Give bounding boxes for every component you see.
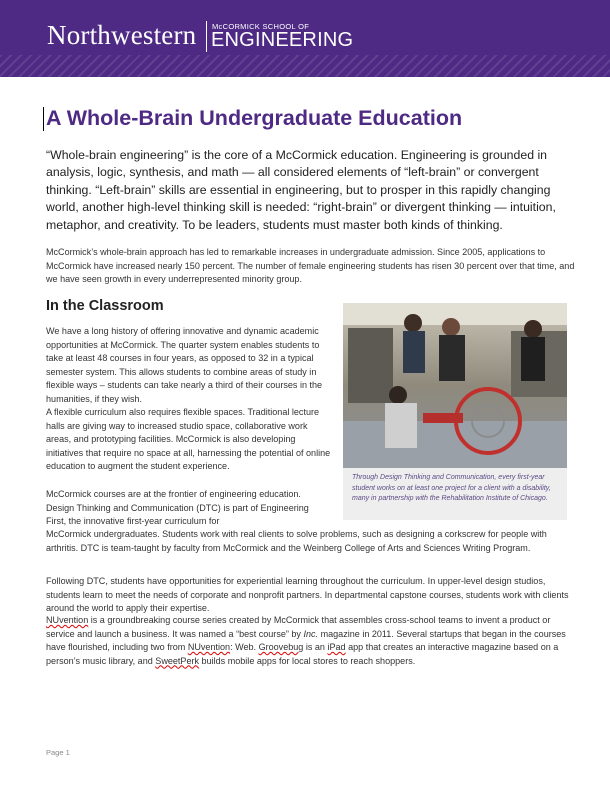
engineering-label: ENGINEERING <box>211 29 354 51</box>
classroom-paragraph-3: McCormick courses are at the frontier of engineering education. Design Thinking and Communication (DTC) is part of Engineering First, the innovative first-year curriculum for <box>46 489 309 526</box>
logo-divider <box>206 21 207 52</box>
lead-paragraph: “Whole-brain engineering” is the core of a McCormick education. Engineering is grounded in analysis, logic, synthesis, and math — all considered elements of “left-brain” or convergent thinking. “Left-brain” skills are essential in engineering, but to prosper in this rapidly changing world, another high-level thinking skill is needed: “right-brain” or divergent thinking — intuition, metaphor, and creativity. To be leaders, students must master both kinds of thinking. <box>46 148 556 232</box>
school-label: McCORMICK SCHOOL OF <box>212 22 310 31</box>
groovebug-term: Groovebug <box>258 642 304 652</box>
classroom-paragraph-5: NUvention is a groundbreaking course series created by McCormick that assembles cross-school teams to invent a product or service and launch a business. It was named a “best course” by Inc. magazine in 2011. Several startups that began in the courses have flourished, including two from NUvention: Web. Groovebug is an iPad app that creates an interactive magazine based on a person’s music library, and SweetPerk builds mobile apps for local stores to reach shoppers. <box>46 615 566 666</box>
page-number: Page 1 <box>46 748 70 757</box>
northwestern-wordmark: Northwestern <box>47 20 197 50</box>
classroom-paragraph-2: A flexible curriculum also requires flexible spaces. Traditional lecture halls are giving way to increased studio space, collaborative work areas, and prototyping facilities. McCormick is also developing initiatives that require no space at all, harnessing the potential of online education to augment the student experience. <box>46 407 331 471</box>
photo-caption: Through Design Thinking and Communication, every first-year student works on at least one project for a client with a disability, many in partnership with the Rehabilitation Institute of Chicago. <box>352 474 551 502</box>
sweetperk-term: SweetPerk <box>155 655 200 666</box>
students-workshop-photo <box>343 303 567 468</box>
admissions-paragraph: McCormick’s whole-brain approach has led to remarkable increases in undergraduate admission. Since 2005, applications to McCormick have increased nearly 150 percent. The number of female engineering students has risen 30 percent over that time, and we have seen growth in every underrepresented minority group. <box>46 247 575 284</box>
classroom-paragraph-4: Following DTC, students have opportunities for experiential learning throughout the curriculum. In upper-level design studios, students learn to meet the needs of corporate and nonprofit partners. In departmental capstone courses, students work with clients around the world to apply their expertise. <box>46 576 569 613</box>
text-cursor <box>43 107 44 131</box>
inc-magazine: Inc. <box>303 628 319 639</box>
section-heading: In the Classroom <box>46 298 164 314</box>
classroom-paragraph-1: We have a long history of offering innovative and dynamic academic opportunities at McCormick. The quarter system enables students to take at least 48 courses in four years, as opposed to 32 in a typical semester system. This allows students to combine areas of study in flexible ways – students can take nearly a third of their courses in the humanities, if they wish. <box>46 326 323 404</box>
classroom-paragraph-3-continued: McCormick undergraduates. Students work with real clients to solve problems, such as designing a corkscrew for people with arthritis. DTC is team-taught by faculty from McCormick and the Weinberg College of Arts and Sciences Writing Program. <box>46 529 547 553</box>
nuvention-term: NUvention <box>46 615 89 625</box>
page-title: A Whole-Brain Undergraduate Education <box>46 106 463 130</box>
banner-pattern <box>0 55 610 77</box>
header-banner <box>0 0 610 77</box>
